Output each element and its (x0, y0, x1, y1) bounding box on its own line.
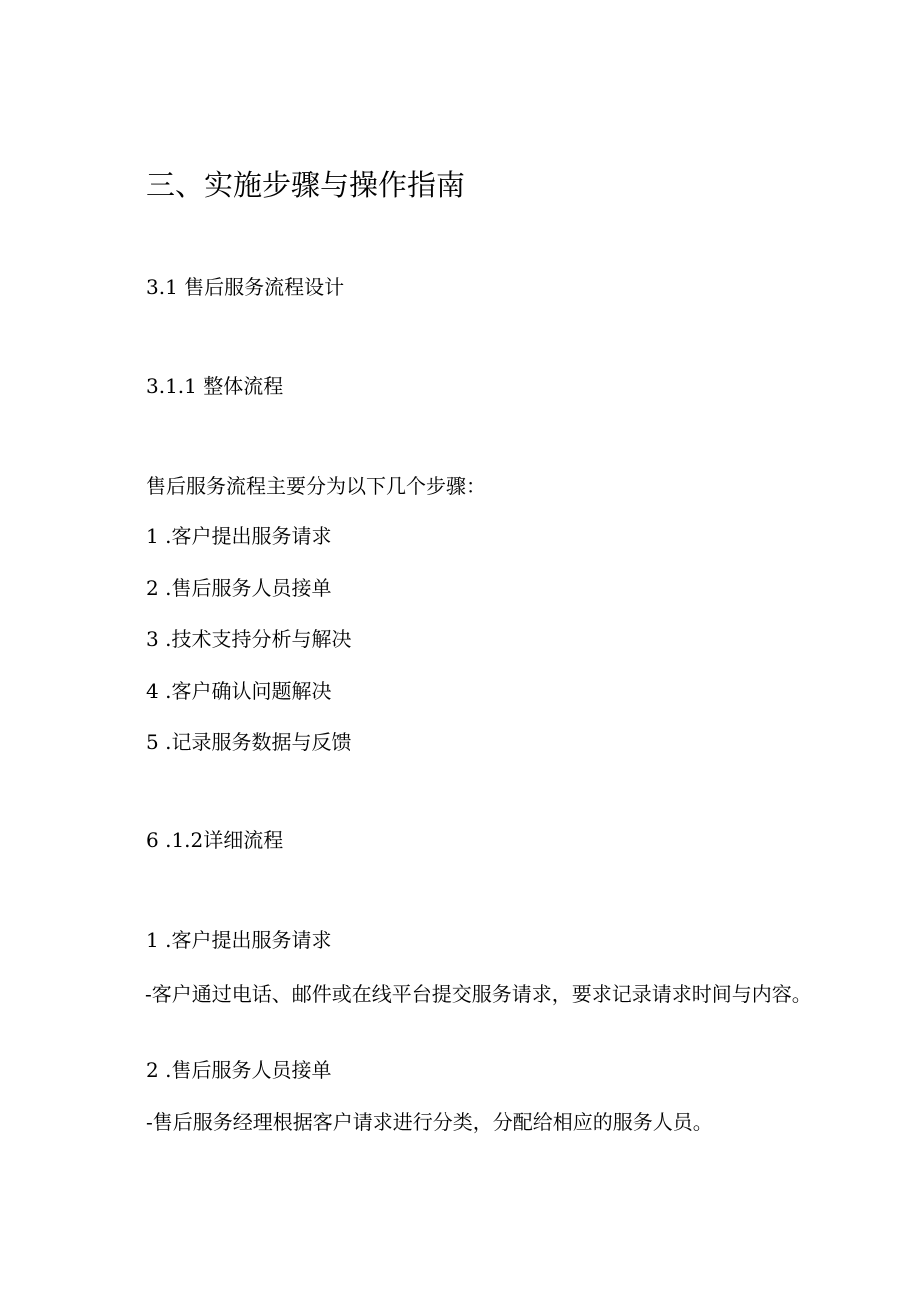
section-title: 三、实施步骤与操作指南 (146, 168, 466, 202)
detail-item-title: 1 .客户提出服务请求 (146, 928, 332, 952)
detail-heading: 6 .1.2详细流程 (146, 828, 284, 852)
list-item: 1 .客户提出服务请求 (146, 524, 332, 548)
detail-item-body: -客户通过电话、邮件或在线平台提交服务请求，要求记录请求时间与内容。 (145, 982, 812, 1006)
detail-item-title: 2 .售后服务人员接单 (146, 1058, 332, 1082)
subsubsection-title: 3.1.1 整体流程 (146, 374, 284, 398)
list-item: 5 .记录服务数据与反馈 (146, 730, 352, 754)
list-item: 2 .售后服务人员接单 (146, 576, 332, 600)
detail-item-body: -售后服务经理根据客户请求进行分类，分配给相应的服务人员。 (146, 1110, 713, 1134)
list-item: 3 .技术支持分析与解决 (146, 627, 352, 651)
subsection-title: 3.1 售后服务流程设计 (146, 275, 345, 299)
intro-paragraph: 售后服务流程主要分为以下几个步骤： (146, 474, 486, 498)
list-item: 4 .客户确认问题解决 (146, 679, 332, 703)
